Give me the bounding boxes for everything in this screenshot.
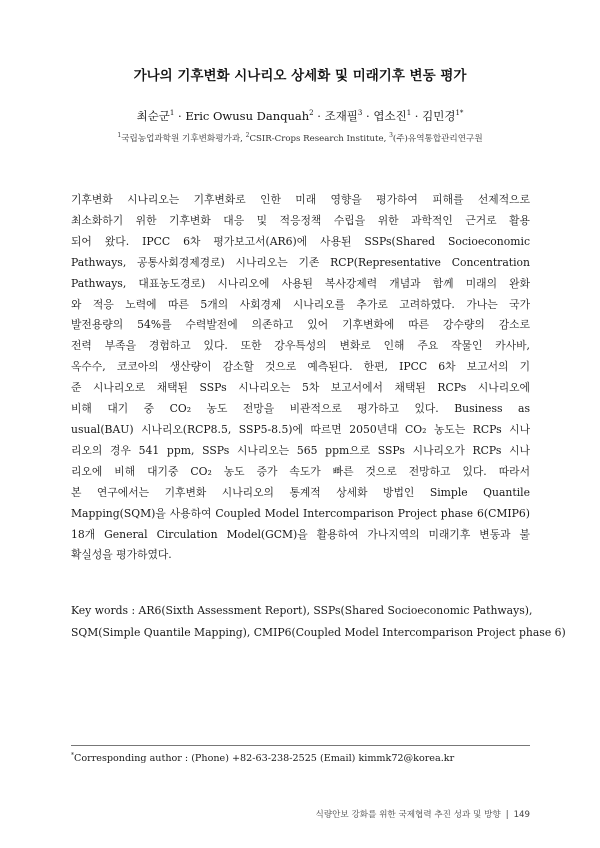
affiliation-list xyxy=(0,132,600,144)
page-footer xyxy=(316,808,530,820)
author-name: 엽소진 xyxy=(373,109,407,123)
page-separator: | xyxy=(505,810,509,820)
author-separator: · xyxy=(411,109,423,123)
author-list xyxy=(0,108,600,124)
abstract-line: Pathways, 공통사회경제경로) 시나리오는 기존 RCP(Representative Concentration xyxy=(71,255,530,269)
author-separator: · xyxy=(313,109,325,123)
abstract-line: 옥수수, 코코아의 생산량이 감소할 것으로 예측된다. 한편, IPCC 6차 보고서의 기 xyxy=(71,360,530,374)
running-footer: 식량안보 강화를 위한 국제협력 추진 성과 및 방향 xyxy=(315,810,501,820)
abstract-line: Mapping(SQM)을 사용하여 Coupled Model Intercomparison Project phase 6(CMIP6) xyxy=(71,506,530,520)
keywords xyxy=(71,600,566,644)
abstract-line: 전력 부족을 경험하고 있다. 또한 강우특성의 변화로 인해 주요 작물인 카사바, xyxy=(71,339,530,353)
keywords-line: Key words : AR6(Sixth Assessment Report), SSPs(Shared Socioeconomic Pathways), xyxy=(71,604,533,617)
author-affiliation-mark: 2 xyxy=(309,109,314,118)
affiliation-text: CSIR-Crops Research Institute xyxy=(249,134,384,144)
footnote-text: Corresponding author : (Phone) +82-63-238-2525 (Email) kimmk72@korea.kr xyxy=(74,753,455,764)
footnote-mark: * xyxy=(71,751,74,759)
abstract xyxy=(71,190,530,566)
abstract-line: 확실성을 평가하였다. xyxy=(71,548,172,562)
author-separator: · xyxy=(174,109,186,123)
affiliation-separator: , xyxy=(240,134,246,144)
abstract-line: 리오에 비해 대기중 CO₂ 농도 증가 속도가 빠른 것으로 전망하고 있다. 따라서 xyxy=(71,464,530,478)
affiliation-mark: 1 xyxy=(117,132,122,140)
abstract-line: 본 연구에서는 기후변화 시나리오의 통계적 상세화 방법인 Simple Quantile xyxy=(71,485,530,499)
abstract-line: 발전용량의 54%를 수력발전에 의존하고 있어 기후변화에 따른 강수량의 감소로 xyxy=(71,318,530,332)
affiliation-mark: 3 xyxy=(389,132,393,140)
abstract-line: 준 시나리오로 채택된 SSPs 시나리오는 5차 보고서에서 채택된 RCPs 시나리오에 xyxy=(71,381,530,395)
abstract-line: 비해 대기 중 CO₂ 농도 전망을 비관적으로 평가하고 있다. Business as xyxy=(71,402,530,416)
abstract-line: usual(BAU) 시나리오(RCP8.5, SSP5-8.5)에 따르면 2050년대 CO₂ 농도는 RCPs 시나 xyxy=(71,422,530,436)
paper-title: 가나의 기후변화 시나리오 상세화 및 미래기후 변동 평가 xyxy=(133,68,467,84)
author-affiliation-mark: 3 xyxy=(357,109,363,118)
keywords-line: SQM(Simple Quantile Mapping), CMIP6(Coupled Model Intercomparison Project phase 6) xyxy=(71,626,566,639)
affiliation-mark: 2 xyxy=(245,132,250,140)
abstract-line: 와 적응 노력에 따른 5개의 사회경제 시나리오를 추가로 고려하였다. 가나는 국가 xyxy=(71,297,530,311)
abstract-line: Pathways, 대표농도경로) 시나리오에 사용된 복사강제력 개념과 함께 미래의 완화 xyxy=(71,276,530,290)
author-affiliation-mark: 1 xyxy=(169,109,175,118)
author-affiliation-mark: 1 xyxy=(406,109,412,118)
author-name: 조재필 xyxy=(324,109,358,123)
author-name: Eric Owusu Danquah xyxy=(185,109,310,123)
abstract-line: 최소화하기 위한 기후변화 대응 및 적응정책 수립을 위한 과학적인 근거로 활용 xyxy=(71,213,530,227)
footnote-divider xyxy=(71,745,530,746)
affiliation-separator: , xyxy=(383,134,390,144)
abstract-line: 리오의 경우 541 ppm, SSPs 시나리오는 565 ppm으로 SSPs 시나리오가 RCPs 시나 xyxy=(71,443,530,457)
abstract-line: 기후변화 시나리오는 기후변화로 인한 미래 영향을 평가하여 피해를 선제적으로 xyxy=(71,193,530,206)
page-number: 149 xyxy=(513,810,530,820)
affiliation-text: 국립농업과학원 기후변화평가과 xyxy=(121,134,241,144)
author-separator: · xyxy=(362,109,374,123)
author-name: 김민경 xyxy=(422,109,456,123)
abstract-line: 18개 General Circulation Model(GCM)을 활용하여 가나지역의 미래기후 변동과 불 xyxy=(71,527,530,541)
affiliation-text: (주)유역통합관리연구원 xyxy=(392,134,483,144)
corresponding-author-footnote xyxy=(71,753,454,764)
abstract-line: 되어 왔다. IPCC 6차 평가보고서(AR6)에 사용된 SSPs(Shared Socioeconomic xyxy=(71,234,530,248)
author-affiliation-mark: 1* xyxy=(455,109,464,118)
author-name: 최순군 xyxy=(136,109,170,123)
